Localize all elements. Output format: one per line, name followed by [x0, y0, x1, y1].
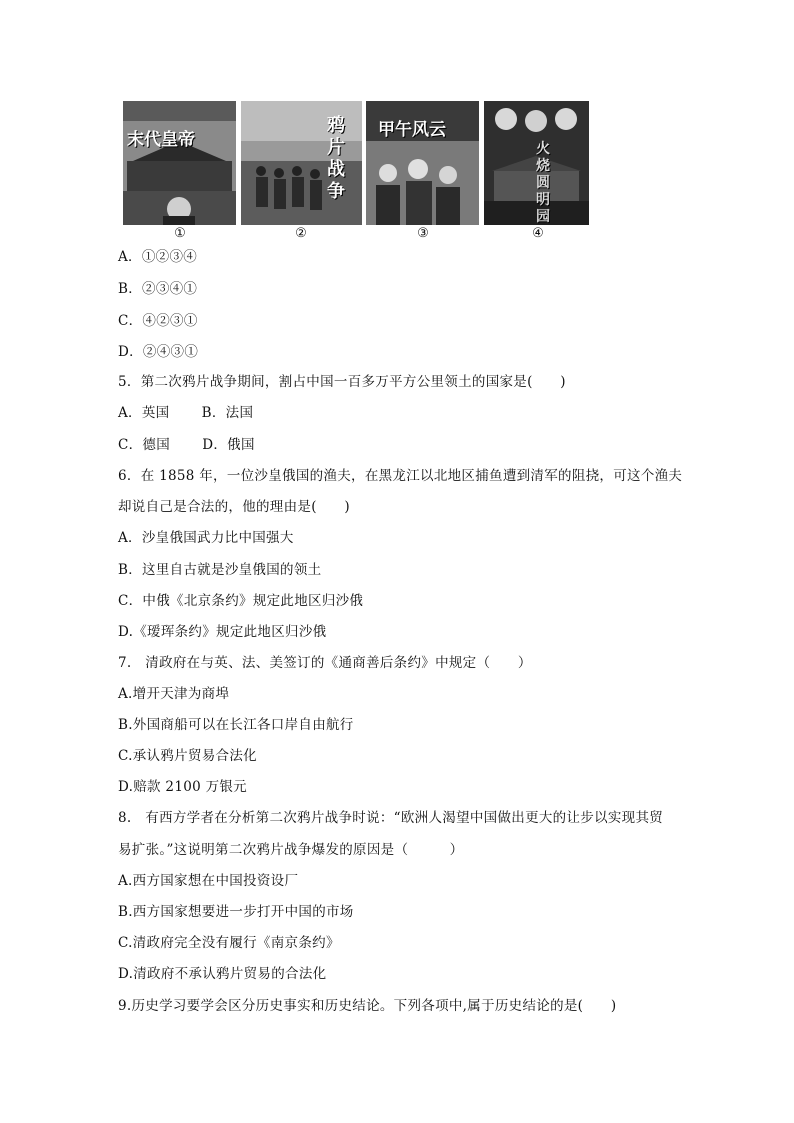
q5-options-row2: C．德国 D．俄国	[118, 437, 255, 453]
q7-option-b: B.外国商船可以在长江各口岸自由航行	[118, 717, 354, 733]
poster-title: 甲午风云	[378, 120, 446, 140]
q6-stem-line1: 6．在 1858 年，一位沙皇俄国的渔夫，在黑龙江以北地区捕鱼遭到清军的阻挠，可这个渔夫	[118, 468, 683, 484]
poster-caption: ③	[417, 226, 429, 241]
q7-option-c: C.承认鸦片贸易合法化	[118, 748, 257, 764]
q4-option-a: A．①②③④	[118, 249, 198, 265]
q7-option-d: D.赔款 2100 万银元	[118, 779, 247, 795]
poster-caption: ①	[174, 226, 186, 241]
q6-option-a: A．沙皇俄国武力比中国强大	[118, 530, 294, 546]
poster-sino-japanese-war	[366, 101, 479, 225]
q6-option-b: B．这里自古就是沙皇俄国的领土	[118, 562, 322, 578]
q6-stem-line2: 却说自己是合法的，他的理由是( )	[118, 499, 350, 515]
q4-option-b: B．②③④①	[118, 281, 198, 297]
q7-stem: 7. 清政府在与英、法、美签订的《通商善后条约》中规定（ ）	[118, 655, 532, 671]
q8-stem-line2: 易扩张。”这说明第二次鸦片战争爆发的原因是（ ）	[118, 842, 464, 858]
poster-burning-summer-palace	[484, 101, 589, 225]
q8-option-d: D.清政府不承认鸦片贸易的合法化	[118, 966, 327, 982]
poster-caption: ②	[295, 226, 307, 241]
q8-option-c: C.清政府完全没有履行《南京条约》	[118, 935, 340, 951]
q8-option-b: B.西方国家想要进一步打开中国的市场	[118, 904, 354, 920]
q7-option-a: A.增开天津为商埠	[118, 686, 230, 702]
poster-last-emperor	[123, 101, 236, 225]
q8-option-a: A.西方国家想在中国投资设厂	[118, 873, 299, 889]
q5-options-row1: A．英国 B．法国	[118, 405, 254, 421]
q6-option-c: C．中俄《北京条约》规定此地区归沙俄	[118, 593, 364, 609]
poster-title: 火烧圆明园	[536, 141, 550, 225]
q9-stem: 9.历史学习要学会区分历史事实和历史结论。下列各项中,属于历史结论的是( )	[118, 998, 617, 1014]
poster-caption: ④	[532, 226, 544, 241]
palace-photo	[123, 101, 236, 225]
q4-option-d: D．②④③①	[118, 344, 199, 360]
poster-title: 末代皇帝	[127, 130, 195, 150]
q8-stem-line1: 8. 有西方学者在分析第二次鸦片战争时说：“欧洲人渴望中国做出更大的让步以实现其贸	[118, 810, 664, 826]
q5-stem: 5．第二次鸦片战争期间，割占中国一百多万平方公里领土的国家是( )	[118, 374, 566, 390]
q6-option-d: D.《瑷珲条约》规定此地区归沙俄	[118, 624, 327, 640]
q4-option-c: C．④②③①	[118, 313, 198, 329]
poster-title: 鸦片战争	[327, 115, 345, 202]
poster-opium-war	[241, 101, 362, 225]
